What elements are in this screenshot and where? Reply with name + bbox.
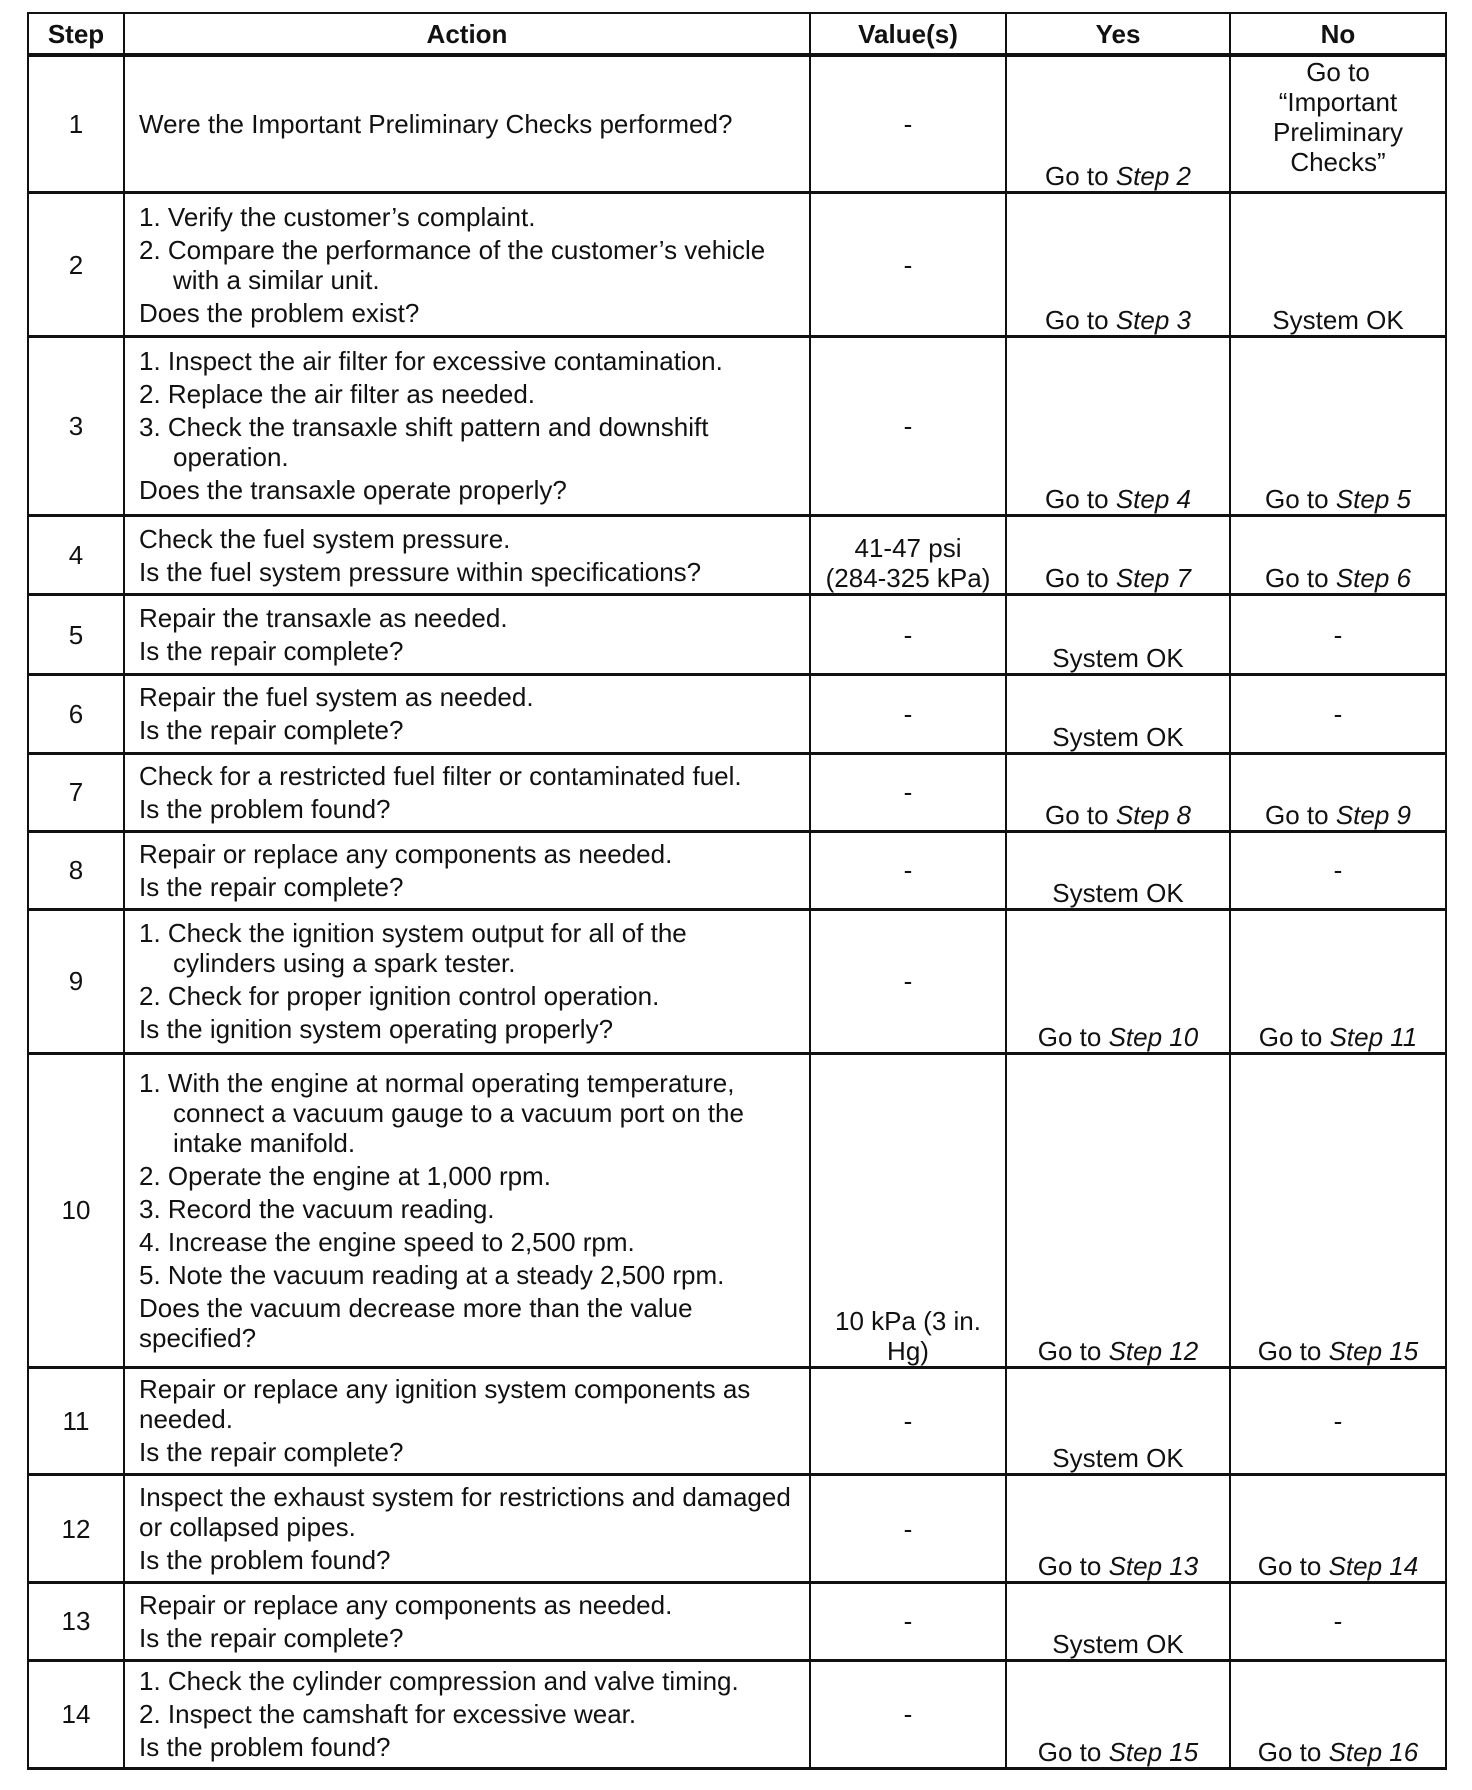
value-cell: - (810, 193, 1006, 337)
action-cell (124, 337, 810, 516)
action-cell (124, 674, 810, 753)
table-row (28, 1583, 1446, 1661)
table-row (28, 515, 1446, 595)
yes-outcome (1006, 515, 1230, 595)
step-number: 4 (28, 515, 124, 595)
table-row (28, 1053, 1446, 1367)
go-to-prefix: Go to (1265, 483, 1336, 514)
value-cell: - (810, 1660, 1006, 1768)
action-text: Does the transaxle operate properly? (139, 475, 567, 506)
action-cell (124, 193, 810, 337)
table-row (28, 1367, 1446, 1474)
value-cell: - (810, 1475, 1006, 1583)
value-cell: - (810, 1583, 1006, 1661)
yes-outcome (1006, 55, 1230, 193)
step-number: 14 (28, 1660, 124, 1768)
step-reference: Step 6 (1335, 563, 1411, 594)
action-text: Repair or replace any components as needed. (139, 838, 673, 869)
value-cell: - (810, 753, 1006, 832)
table-row (28, 1475, 1446, 1583)
action-cell (124, 55, 810, 193)
action-list-item: 1. Check the cylinder compression and valve timing. (139, 1666, 739, 1697)
action-text: Is the ignition system operating properly? (139, 1014, 614, 1045)
header-step: Step (28, 13, 124, 55)
step-reference: Step 7 (1115, 563, 1191, 594)
action-text: Is the repair complete? (139, 636, 404, 667)
action-text: Repair or replace any components as needed. (139, 1589, 673, 1620)
go-to-prefix: Go to (1037, 1021, 1109, 1052)
yes-outcome (1006, 1053, 1230, 1367)
no-outcome (1230, 1475, 1446, 1583)
table-row (28, 55, 1446, 193)
go-to-prefix: Go to (1257, 1737, 1329, 1767)
step-number: 5 (28, 595, 124, 675)
action-cell (124, 909, 810, 1053)
go-to-prefix: Go to (1258, 1021, 1330, 1052)
step-number: 13 (28, 1583, 124, 1661)
step-reference: Step 16 (1328, 1737, 1419, 1767)
step-reference: Step 15 (1108, 1737, 1199, 1767)
value-cell: - (810, 674, 1006, 753)
action-text: Is the problem found? (139, 1545, 391, 1576)
action-text: Check for a restricted fuel filter or contaminated fuel. (139, 760, 742, 791)
header-action: Action (124, 13, 810, 55)
go-to-prefix: Go to (1265, 800, 1336, 831)
go-to-prefix: Go to (1265, 563, 1336, 594)
step-reference: Step 5 (1335, 483, 1411, 514)
step-number: 6 (28, 674, 124, 753)
table-row (28, 595, 1446, 675)
action-text: Does the vacuum decrease more than the value specified? (139, 1292, 693, 1353)
no-outcome: - (1230, 1583, 1446, 1661)
action-list-item: 5. Note the vacuum reading at a steady 2,500 rpm. (139, 1259, 725, 1290)
table-body (28, 55, 1446, 1769)
value-cell: - (810, 337, 1006, 516)
value-cell: 10 kPa (3 in. Hg) (810, 1053, 1006, 1367)
table-row (28, 1660, 1446, 1768)
step-reference: Step 13 (1108, 1551, 1199, 1582)
action-list-item: 2. Operate the engine at 1,000 rpm. (139, 1160, 551, 1191)
go-to-prefix: Go to (1045, 800, 1116, 831)
action-list-item: 1. Check the ignition system output for all of the cylinders using a spark tester. (139, 918, 687, 979)
step-reference: Step 3 (1115, 305, 1191, 336)
action-cell (124, 832, 810, 910)
step-number: 8 (28, 832, 124, 910)
table-row (28, 753, 1446, 832)
action-text: Is the repair complete? (139, 715, 404, 746)
yes-outcome: System OK (1006, 832, 1230, 910)
value-cell: 41-47 psi (284-325 kPa) (810, 515, 1006, 595)
action-cell (124, 1367, 810, 1474)
step-number: 10 (28, 1053, 124, 1367)
yes-outcome: System OK (1006, 674, 1230, 753)
action-cell (124, 1053, 810, 1367)
step-reference: Step 14 (1328, 1551, 1419, 1582)
step-reference: Step 10 (1108, 1021, 1199, 1052)
yes-outcome (1006, 753, 1230, 832)
no-outcome (1230, 337, 1446, 516)
yes-outcome: System OK (1006, 1367, 1230, 1474)
action-text: Repair the transaxle as needed. (139, 603, 508, 634)
step-number: 2 (28, 193, 124, 337)
action-list-item: 2. Compare the performance of the customer’s vehicle with a similar unit. (139, 234, 766, 295)
no-outcome (1230, 1053, 1446, 1367)
action-list-item: 3. Check the transaxle shift pattern and downshift operation. (139, 412, 709, 473)
no-outcome (1230, 909, 1446, 1053)
yes-outcome (1006, 193, 1230, 337)
step-reference: Step 12 (1108, 1335, 1199, 1366)
action-text: Were the Important Preliminary Checks performed? (139, 109, 733, 140)
no-outcome: - (1230, 1367, 1446, 1474)
header-yes: Yes (1006, 13, 1230, 55)
go-to-prefix: Go to (1045, 563, 1116, 594)
header-no: No (1230, 13, 1446, 55)
step-number: 3 (28, 337, 124, 516)
yes-outcome (1006, 1660, 1230, 1768)
action-text: Is the repair complete? (139, 871, 404, 902)
go-to-prefix: Go to (1257, 1335, 1329, 1366)
no-outcome (1230, 1660, 1446, 1768)
action-text: Is the repair complete? (139, 1437, 404, 1468)
action-list-item: 1. Verify the customer’s complaint. (139, 201, 536, 232)
table-row (28, 337, 1446, 516)
step-number: 7 (28, 753, 124, 832)
go-to-prefix: Go to (1037, 1335, 1109, 1366)
no-outcome: Go to “Important Preliminary Checks” (1230, 55, 1446, 193)
action-list-item: 3. Record the vacuum reading. (139, 1193, 495, 1224)
diagnostic-table (27, 12, 1447, 1770)
yes-outcome (1006, 337, 1230, 516)
go-to-prefix: Go to (1037, 1737, 1109, 1767)
action-cell (124, 515, 810, 595)
no-outcome: - (1230, 832, 1446, 910)
action-list-item: 1. Inspect the air filter for excessive contamination. (139, 346, 723, 377)
action-text: Inspect the exhaust system for restrictions and damaged or collapsed pipes. (139, 1482, 791, 1543)
table-row (28, 674, 1446, 753)
action-list-item: 2. Check for proper ignition control operation. (139, 981, 660, 1012)
step-number: 9 (28, 909, 124, 1053)
no-outcome: System OK (1230, 193, 1446, 337)
action-text: Is the problem found? (139, 793, 391, 824)
step-reference: Step 15 (1328, 1335, 1419, 1366)
action-cell (124, 595, 810, 675)
yes-outcome (1006, 1475, 1230, 1583)
table-row (28, 832, 1446, 910)
action-cell (124, 1475, 810, 1583)
value-cell: - (810, 595, 1006, 675)
action-text: Repair the fuel system as needed. (139, 682, 534, 713)
value-cell: - (810, 832, 1006, 910)
value-cell: - (810, 909, 1006, 1053)
action-text: Is the problem found? (139, 1732, 391, 1763)
no-outcome (1230, 753, 1446, 832)
step-number: 12 (28, 1475, 124, 1583)
no-outcome: - (1230, 674, 1446, 753)
action-text: Is the repair complete? (139, 1622, 404, 1653)
value-cell: - (810, 55, 1006, 193)
table-row (28, 193, 1446, 337)
yes-outcome (1006, 909, 1230, 1053)
go-to-prefix: Go to (1257, 1551, 1329, 1582)
step-number: 1 (28, 55, 124, 193)
step-reference: Step 4 (1115, 483, 1191, 514)
header-values: Value(s) (810, 13, 1006, 55)
action-text: Repair or replace any ignition system components as needed. (139, 1374, 751, 1435)
action-list-item: 4. Increase the engine speed to 2,500 rpm. (139, 1226, 635, 1257)
yes-outcome: System OK (1006, 1583, 1230, 1661)
action-text: Does the problem exist? (139, 297, 420, 328)
step-reference: Step 9 (1335, 800, 1411, 831)
action-cell (124, 1583, 810, 1661)
action-cell (124, 753, 810, 832)
step-reference: Step 2 (1115, 161, 1191, 192)
table-row (28, 909, 1446, 1053)
yes-outcome: System OK (1006, 595, 1230, 675)
go-to-prefix: Go to (1045, 161, 1116, 192)
action-list-item: 1. With the engine at normal operating temperature, connect a vacuum gauge to a vacuum port on the intake manifold. (139, 1067, 744, 1158)
step-reference: Step 11 (1329, 1021, 1418, 1052)
no-outcome: - (1230, 595, 1446, 675)
step-reference: Step 8 (1115, 800, 1191, 831)
value-cell: - (810, 1367, 1006, 1474)
go-to-prefix: Go to (1045, 483, 1116, 514)
go-to-prefix: Go to (1037, 1551, 1109, 1582)
action-list-item: 2. Replace the air filter as needed. (139, 379, 536, 410)
step-number: 11 (28, 1367, 124, 1474)
no-outcome (1230, 515, 1446, 595)
action-cell (124, 1660, 810, 1768)
go-to-prefix: Go to (1045, 305, 1116, 336)
header-row (28, 13, 1446, 55)
action-list-item: 2. Inspect the camshaft for excessive wear. (139, 1699, 637, 1730)
action-text: Is the fuel system pressure within specifications? (139, 556, 702, 587)
action-text: Check the fuel system pressure. (139, 523, 511, 554)
